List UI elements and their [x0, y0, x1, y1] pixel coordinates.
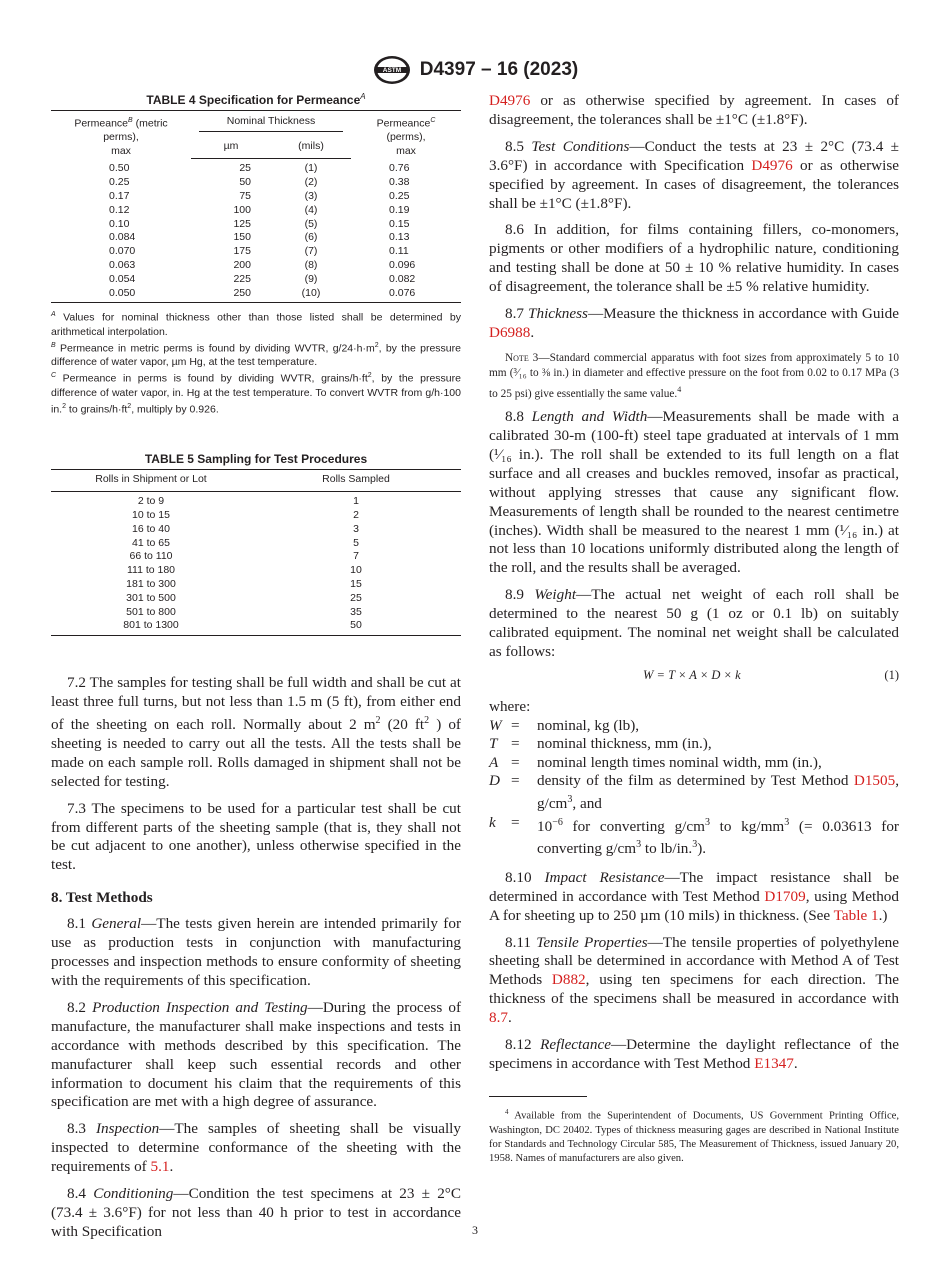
table5-row: [51, 564, 461, 578]
table4-cell-mils: (5): [304, 217, 318, 230]
table4-row: [51, 204, 461, 218]
table5-row: [51, 606, 461, 620]
table4-footnote-a: $^A$ Values for nominal thickness other than those listed shall be determined by arithmetical interpolation.: [51, 311, 461, 338]
table5-cell-range: 301 to 500: [126, 591, 176, 604]
table5-cell-sampled: 15: [350, 577, 362, 590]
section-7-3: 7.3 The specimens to be used for a particular test shall be cut from different parts of the sheeting sample (that is, they shall not be cut adjacent to one another), unless otherwise specified in the test.: [51, 799, 461, 874]
table4-col4-header: Permeance$^C$ (perms), max: [351, 111, 461, 159]
table5-cell-sampled: 25: [350, 591, 362, 604]
table4-cell-metric: 0.17: [109, 189, 130, 202]
section-8-heading: 8. Test Methods: [51, 889, 153, 907]
table4-row: [51, 287, 461, 303]
note-3: Note 3—Standard commercial apparatus with foot sizes from approximately 5 to 10 mm (³⁄₁₆ to ⅜ in.) in diameter and effective pressure on the foot from 0.02 to 0.17 MPa (3 to 25 psi) give essentially the same value.$^4$: [489, 351, 900, 400]
right-column: [489, 92, 899, 1166]
variable-definitions: [489, 717, 899, 859]
table4-cell-um: 75: [239, 189, 251, 202]
table4-footnote-b: $^B$ Permeance in metric perms is found by dividing WVTR, $g/24\cdot h\cdot m^2$, by the pressure difference of water vapor, µm Hg, at the test temperature.: [51, 341, 461, 369]
table4-cell-mils: (1): [304, 162, 318, 175]
section-8-9: 8.9 Weight—The actual net weight of each roll shall be determined to the nearest 50 g (1 oz or 0.1 lb) on suitably calibrated equipment. The nominal net weight shall be calculated as follows:: [489, 586, 899, 661]
table5-cell-range: 801 to 1300: [51, 619, 251, 635]
table4-row: [51, 159, 461, 176]
section-8-10: 8.10 Impact Resistance—The impact resistance shall be determined in accordance with Test Method D1709, using Method A for sheeting up to 250 µm (10 mils) in thickness. (See Table 1.): [489, 868, 900, 924]
table5-cell-range: 66 to 110: [129, 550, 173, 563]
table4-cell-metric: 0.070: [109, 245, 136, 258]
def-row-a: A = nominal length times nominal width, mm (in.),: [489, 753, 822, 771]
table4-row: [51, 259, 461, 273]
table5-row: [51, 550, 461, 564]
table4-cell-perms: 0.082: [389, 272, 416, 285]
table5-cell-sampled: 35: [350, 605, 362, 618]
table4-group-header: Nominal Thickness: [199, 115, 343, 132]
def-row-d: D = density of the film as determined by Test Method D1505, $g/cm^3$, and: [489, 772, 899, 812]
table4-title: TABLE 4 Specification for Permeance$^A$: [146, 92, 366, 107]
link-d882[interactable]: D882: [551, 971, 586, 989]
section-8-2: 8.2 Production Inspection and Testing—During the process of manufacture, the manufacturer shall make inspections and tests in accordance with methods described by this specification. The manufacturer shall keep such essential records and other information to document his claim that the requirements of this specification are met with a high degree of assurance.: [51, 998, 462, 1111]
link-d4976[interactable]: D4976: [751, 156, 793, 174]
section-8-4-continued: D4976 or as otherwise specified by agreement. In cases of disagreement, the tolerances shall be ±1°C (±1.8°F).: [489, 92, 899, 128]
table4-cell-mils: (3): [304, 189, 318, 202]
section-8-5: 8.5 Test Conditions—Conduct the tests at 23 ± 2°C (73.4 ± 3.6°F) in accordance with Specification D4976 or as otherwise specified by agreement. In cases of disagreement, the tolerances shall be ±1°C (±1.8°F).: [489, 137, 900, 212]
table4-cell-um: 225: [233, 272, 251, 285]
table4-cell-perms: 0.76: [389, 162, 410, 175]
table4-cell-metric: 0.050: [51, 287, 191, 303]
table4-cell-metric: 0.10: [109, 217, 130, 230]
table4-footnote-c: $^C$ Permeance in perms is found by dividing WVTR, grains/$h\cdot ft^2$, by the pressure difference of water vapor, in. Hg at the test temperature. To convert WVTR from g/h·100 in.$^2$ to grains/$h\cdot ft^2$, multiply by 0.926.: [51, 372, 461, 416]
link-d4976[interactable]: D4976: [489, 92, 531, 109]
link-5-1[interactable]: 5.1: [150, 1158, 170, 1176]
table4-cell-mils: (7): [304, 245, 318, 258]
table4-cell-metric: 0.084: [109, 231, 136, 244]
table4-cell-metric: 0.50: [109, 162, 130, 175]
section-8-12: 8.12 Reflectance—Determine the daylight reflectance of the specimens in accordance with Test Method E1347.: [489, 1036, 899, 1073]
table5-cell-range: 41 to 65: [132, 536, 170, 549]
table4-cell-perms: 0.15: [389, 217, 410, 230]
table4: [51, 110, 461, 303]
table4-col1-header: Permeance$^B$ (metric perms), max: [51, 111, 191, 159]
footnote-4: $^4$ Available from the Superintendent of Documents, US Government Printing Office, Washington, DC 20402. Types of thickness measuring gages are described in National Institute for Standards and Technology Circular 585, The Measurement of Thickness, issued January 20, 1958. Names of manufacturers are also given.: [489, 1107, 899, 1164]
table5-cell-sampled: 3: [353, 522, 359, 535]
equation-expression: W = T × A × D × k: [643, 667, 741, 682]
table4-cell-um: 100: [233, 203, 251, 216]
table4-row: [51, 190, 461, 204]
table5-row: [51, 578, 461, 592]
section-8-4-start: 8.4 Conditioning—Condition the test specimens at 23 ± 2°C (73.4 ± 3.6°F) for not less than 40 h prior to test in accordance with Specification: [51, 1185, 461, 1240]
logo-text: ASTM: [382, 67, 401, 75]
table4-um-header: µm: [191, 133, 271, 159]
section-8-1: 8.1 General—The tests given herein are intended primarily for use as production tests in conjunction with manufacturing processes and inspection methods to ensure conformity of sheeting with the requirements of this specification.: [51, 915, 461, 989]
section-7-2: 7.2 The samples for testing shall be full width and shall be cut at least three full turns, but not less than 1.5 m (5 ft), from either end of the sheeting on each roll. Normally about 2 $m^2$ (20 $ft^2$ ) of sheeting is needed to carry out all the tests. All the tests shall be made on each sample roll. Rolls damaged in shipment shall not be selected for testing.: [51, 674, 461, 790]
def-row-t: T = nominal thickness, mm (in.),: [489, 735, 712, 753]
table5-cell-range: 501 to 800: [126, 605, 176, 618]
table5-cell-range: 10 to 15: [132, 508, 170, 521]
table4-cell-um: 125: [233, 217, 251, 230]
astm-logo-icon: [372, 54, 412, 86]
table5-col2-header: Rolls Sampled: [251, 470, 461, 492]
table4-cell-um: 150: [233, 231, 251, 244]
table5-cell-sampled: 7: [353, 550, 359, 563]
table5-title: TABLE 5 Sampling for Test Procedures: [144, 452, 368, 467]
table4-cell-um: 25: [239, 162, 251, 175]
def-row-w: W = nominal, kg (lb),: [489, 716, 640, 734]
table4-cell-perms: 0.13: [389, 231, 410, 244]
table4-cell-metric: 0.054: [109, 272, 136, 285]
table5-row: [51, 537, 461, 551]
table4-cell-perms: 0.076: [351, 287, 461, 303]
table5-row: [51, 523, 461, 537]
table4-cell-perms: 0.25: [389, 189, 410, 202]
table4-row: [51, 176, 461, 190]
table4-cell-mils: (4): [304, 203, 318, 216]
table4-row: [51, 273, 461, 287]
table4-cell-mils: (9): [304, 272, 318, 285]
link-8-7[interactable]: 8.7: [489, 1009, 508, 1027]
table4-cell-um: 250: [191, 287, 271, 303]
table4-cell-metric: 0.12: [109, 203, 130, 216]
link-table-1[interactable]: Table 1: [833, 906, 879, 924]
table4-cell-mils: (2): [304, 176, 318, 189]
table5: [51, 469, 461, 636]
table5-cell-sampled: 5: [353, 536, 359, 549]
table4-cell-um: 50: [239, 176, 251, 189]
link-d6988[interactable]: D6988: [489, 323, 531, 341]
table4-row: [51, 231, 461, 245]
table4-cell-mils: (6): [304, 231, 318, 244]
table5-row: [51, 492, 461, 509]
table4-cell-um: 175: [233, 245, 251, 258]
section-8-8: 8.8 Length and Width—Measurements shall be made with a calibrated 30-m (100-ft) steel tape graduated at intervals of 1 mm (¹⁄₁₆ in.). The roll shall be extended to its full length on a flat surface and all creases and buckles removed, insofar as practical, without applying stresses that cause any significant flow. Measurements of length shall be rounded to the nearest centimetre (inches). Width shall be measured to the nearest 1 mm (¹⁄₁₆ in.) at not less than 10 locations uniformly distributed along the length of the roll, and the results shall be averaged.: [489, 408, 900, 577]
def-row-k: k = $10^{-6}$ for converting $g/cm^3$ to $kg/mm^3$ (= 0.03613 for converting $g/cm^3$ to lb/in.$^3$).: [489, 813, 899, 858]
page-header: [0, 54, 950, 86]
section-8-3: 8.3 Inspection—The samples of sheeting shall be visually inspected to determine conformance of the sheeting with the requirements of 5.1.: [51, 1120, 461, 1176]
table5-row: [51, 592, 461, 606]
table4-row: [51, 245, 461, 259]
link-d1709[interactable]: D1709: [764, 887, 806, 905]
table5-cell-range: 16 to 40: [132, 522, 170, 535]
table5-cell-range: 2 to 9: [137, 495, 165, 508]
table4-cell-um: 200: [233, 258, 251, 271]
link-d1505[interactable]: D1505: [853, 772, 896, 790]
footnote-rule: [489, 1096, 587, 1097]
table4-cell-metric: 0.063: [109, 258, 136, 271]
section-8-6: 8.6 In addition, for films containing fillers, co-monomers, pigments or other modifiers of a hydrophilic nature, conditioning and testing shall be done at 50 ± 10 % relative humidity. In cases of disagreement, the tolerance shall be ±5 % relative humidity.: [489, 221, 899, 296]
table5-cell-range: 111 to 180: [126, 564, 176, 577]
table4-cell-mils: (8): [304, 258, 318, 271]
section-8-7: 8.7 Thickness—Measure the thickness in accordance with Guide D6988.: [489, 305, 899, 341]
document-designation: D4397 – 16 (2023): [419, 59, 579, 80]
left-column: [51, 92, 461, 1242]
table4-cell-perms: 0.38: [389, 176, 410, 189]
table4-cell-perms: 0.11: [389, 245, 409, 258]
table5-row: [51, 509, 461, 523]
table5-cell-sampled: 1: [353, 495, 359, 508]
table5-cell-sampled: 2: [353, 508, 359, 521]
equation-1: [489, 664, 899, 688]
section-8-11: 8.11 Tensile Properties—The tensile properties of polyethylene sheeting shall be determined in accordance with Method A of Test Methods D882, using ten specimens for each direction. The thickness of the specimens shall be measured in accordance with 8.7.: [489, 933, 900, 1027]
table4-cell-perms: 0.19: [389, 203, 410, 216]
table5-col1-header: Rolls in Shipment or Lot: [51, 470, 251, 492]
page-number: 3: [472, 1223, 478, 1237]
where-label: where:: [489, 697, 531, 715]
table5-cell-sampled: 50: [251, 619, 461, 635]
table4-cell-metric: 0.25: [109, 176, 130, 189]
table5-cell-range: 181 to 300: [126, 577, 176, 590]
table5-cell-sampled: 10: [350, 564, 362, 577]
equation-number: (1): [884, 667, 899, 682]
table5-row: [51, 619, 461, 635]
table4-row: [51, 218, 461, 232]
table4-mils-header: (mils): [271, 133, 351, 159]
link-e1347[interactable]: E1347: [754, 1055, 794, 1073]
table4-cell-perms: 0.096: [389, 258, 416, 271]
table4-cell-mils: (10): [271, 287, 351, 303]
